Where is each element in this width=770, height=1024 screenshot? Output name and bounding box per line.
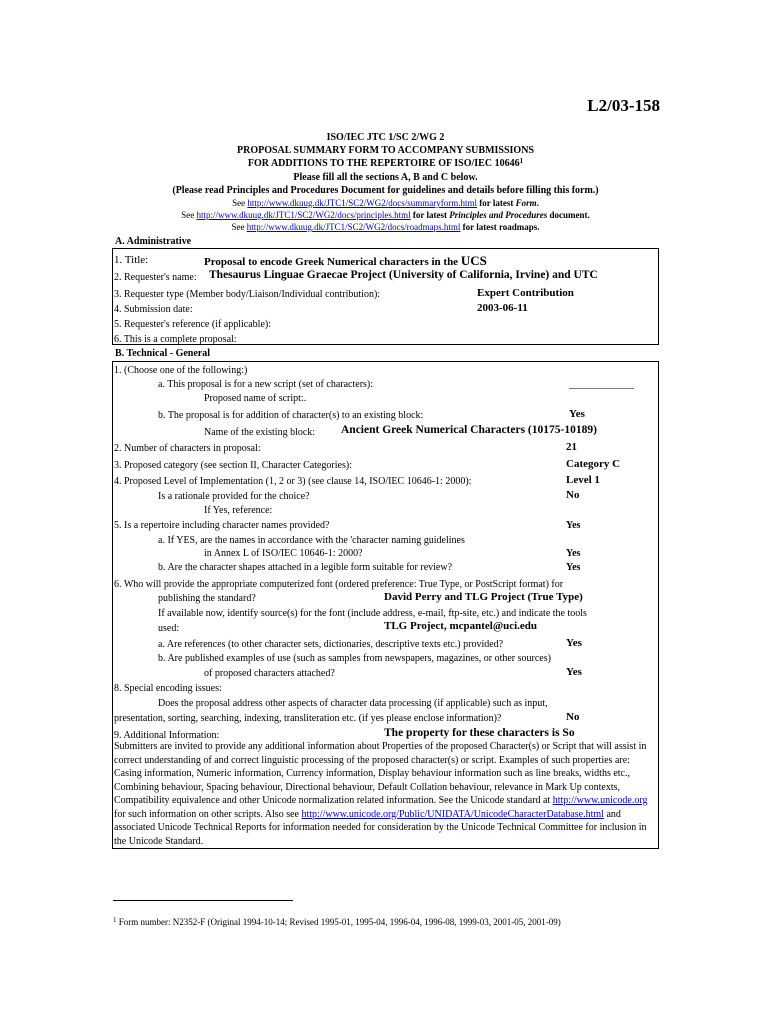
ucd-link[interactable]: http://www.unicode.org/Public/UNIDATA/UnicodeCharacterDatabase.html xyxy=(301,808,604,820)
q5a-label-2: in Annex L of ISO/IEC 10646-1: 2000? xyxy=(204,548,363,559)
footnote-rule xyxy=(113,900,293,901)
q7a-value: Yes xyxy=(566,637,582,649)
q3-label: 3. Proposed category (see section II, Character Categories): xyxy=(114,460,352,471)
q7b-label-2: of proposed characters attached? xyxy=(204,668,335,679)
complete-proposal-label: 6. This is a complete proposal: xyxy=(114,334,237,345)
q5a-value: Yes xyxy=(566,548,581,559)
q5a-label-1: a. If YES, are the names in accordance with the 'character naming guidelines xyxy=(158,535,465,546)
q4-reference-label: If Yes, reference: xyxy=(204,505,273,516)
header-line-5: (Please read Principles and Procedures Document for guidelines and details before filling this form.) xyxy=(172,185,599,196)
header-line-4: Please fill all the sections A, B and C below. xyxy=(293,172,478,183)
requester-type-value: Expert Contribution xyxy=(477,287,574,299)
see-principles-line: See http://www.dkuug.dk/JTC1/SC2/WG2/docs/principles.html for latest Principles and Procedures document. xyxy=(181,210,590,220)
q4-value: Level 1 xyxy=(566,474,600,486)
q5b-value: Yes xyxy=(566,562,581,573)
q9-paragraph: Submitters are invited to provide any additional information about Properties of the proposed Character(s) or Script that will assist in correct understanding of and correct linguistic processing of the proposed character(s) or script. Examples of such properties are: Casing information, Numeric information, Currency information, Display behaviour information such as line breaks, widths etc., Combining behaviour, Spacing behaviour, Directional behaviour, Default Collation behaviour, relevance in Mark Up contexts, Compatibility equivalence and other Unicode normalization related information. See the Unicode standard at http://www.unicode.org for such information on other scripts. Also see http://www.unicode.org/Public/UNIDATA/UnicodeCharacterDatabase.html and associated Unicode Technical Reports for information needed for consideration by the Unicode Technical Committee for inclusion in the Unicode Standard. xyxy=(114,741,648,847)
q8-text-2: presentation, sorting, searching, indexing, transliteration etc. (if yes please enclose information)? xyxy=(114,713,502,724)
q8-label: 8. Special encoding issues: xyxy=(114,683,222,694)
q4-rationale-label: Is a rationale provided for the choice? xyxy=(158,491,310,502)
q6-label-2: publishing the standard? xyxy=(158,593,256,604)
submission-date-value: 2003-06-11 xyxy=(477,302,528,314)
unicode-link[interactable]: http://www.unicode.org xyxy=(552,795,648,806)
section-a-heading: A. Administrative xyxy=(115,236,192,247)
q1b-block-value: Ancient Greek Numerical Characters (10175-10189) xyxy=(341,424,597,436)
q6-source-value: TLG Project, mcpantel@uci.edu xyxy=(384,620,538,632)
document-number: L2/03-158 xyxy=(587,96,660,115)
header-line-3: FOR ADDITIONS TO THE REPERTOIRE OF ISO/IEC 10646$^1$ xyxy=(247,157,524,169)
q1-label: 1. (Choose one of the following:) xyxy=(114,365,248,376)
q6-value: David Perry and TLG Project (True Type) xyxy=(384,591,583,603)
q5-value: Yes xyxy=(566,520,581,531)
requester-type-label: 3. Requester type (Member body/Liaison/Individual contribution): xyxy=(114,289,381,300)
summaryform-link[interactable]: http://www.dkuug.dk/JTC1/SC2/WG2/docs/summaryform.html xyxy=(247,198,478,208)
q7b-value: Yes xyxy=(566,666,582,678)
q1b-value: Yes xyxy=(569,408,585,420)
q6-label-1: 6. Who will provide the appropriate computerized font (ordered preference: True Type, or PostScript format) for xyxy=(114,579,564,590)
q8-text-1: Does the proposal address other aspects of character data processing (if applicable) such as input, xyxy=(158,698,548,709)
title-value: Proposal to encode Greek Numerical characters in the UCS xyxy=(204,253,487,268)
title-label: 1. Title: xyxy=(114,254,149,266)
q2-value: 21 xyxy=(566,441,577,453)
section-b-heading: B. Technical - General xyxy=(115,348,210,359)
q6-source-label-1: If available now, identify source(s) for the font (include address, e-mail, ftp-site, etc.) and indicate the tools xyxy=(158,608,587,619)
q8-value: No xyxy=(566,711,580,723)
footnote-mark: 1 xyxy=(113,916,117,924)
q7b-label-1: b. Are published examples of use (such as samples from newspapers, magazines, or other sources) xyxy=(158,653,551,664)
roadmaps-link[interactable]: http://www.dkuug.dk/JTC1/SC2/WG2/docs/roadmaps.html xyxy=(246,222,461,232)
q9-label: 9. Additional Information: xyxy=(114,730,220,741)
q6-source-label-2: used: xyxy=(158,623,180,634)
see-roadmaps-line: See http://www.dkuug.dk/JTC1/SC2/WG2/docs/roadmaps.html for latest roadmaps. xyxy=(231,222,540,232)
q5-label: 5. Is a repertoire including character names provided? xyxy=(114,520,330,531)
q1a-value: _____________ xyxy=(569,379,634,390)
q1b-label: b. The proposal is for addition of character(s) to an existing block: xyxy=(158,410,424,421)
q7a-label: a. Are references (to other character sets, dictionaries, descriptive texts etc.) provided? xyxy=(158,639,504,650)
requester-label: 2. Requester's name: xyxy=(114,272,197,283)
q1b-block-label: Name of the existing block: xyxy=(204,427,316,438)
see-form-line: See http://www.dkuug.dk/JTC1/SC2/WG2/docs/summaryform.html for latest Form. xyxy=(232,198,539,208)
q1a-label: a. This proposal is for a new script (set of characters): xyxy=(158,379,374,390)
principles-link[interactable]: http://www.dkuug.dk/JTC1/SC2/WG2/docs/principles.html xyxy=(196,210,411,220)
footnote-ref: 1 xyxy=(519,157,524,165)
q4-label: 4. Proposed Level of Implementation (1, 2 or 3) (see clause 14, ISO/IEC 10646-1: 2000): xyxy=(114,476,472,487)
q1a-script-name: Proposed name of script:. xyxy=(204,393,307,404)
q3-value: Category C xyxy=(566,458,621,470)
q4-rationale-value: No xyxy=(566,489,580,501)
header-line-1: ISO/IEC JTC 1/SC 2/WG 2 xyxy=(326,132,445,143)
q2-label: 2. Number of characters in proposal: xyxy=(114,443,261,454)
q9-value: The property for these characters is So xyxy=(384,727,575,739)
footnote: $^1$ Form number: N2352-F (Original 1994-10-14; Revised 1995-01, 1995-04, 1996-04, 1996-08, 1999-03, 2001-05, 2001-09) xyxy=(113,916,561,927)
requester-value: Thesaurus Linguae Graecae Project (University of California, Irvine) and UTC xyxy=(209,269,598,281)
q5b-label: b. Are the character shapes attached in a legible form suitable for review? xyxy=(158,562,453,573)
requester-reference-label: 5. Requester's reference (if applicable): xyxy=(114,319,271,330)
submission-date-label: 4. Submission date: xyxy=(114,304,193,315)
header-line-2: PROPOSAL SUMMARY FORM TO ACCOMPANY SUBMISSIONS xyxy=(237,145,534,156)
